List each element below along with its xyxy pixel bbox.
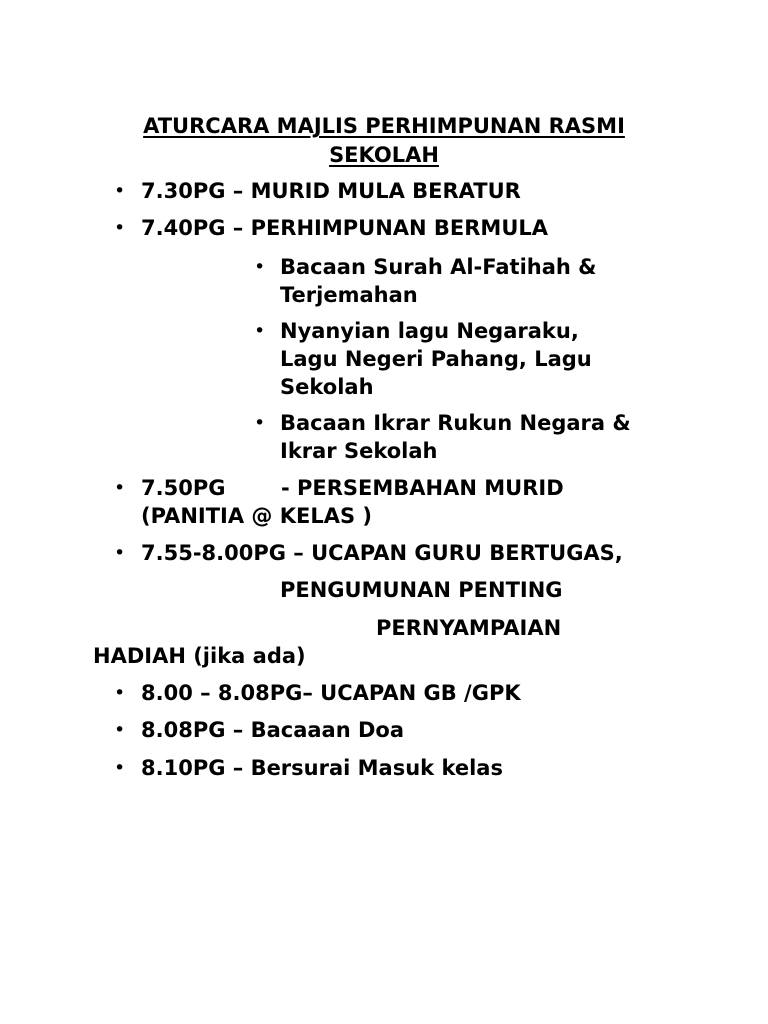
sub-item-line: Nyanyian lagu Negaraku,: [280, 319, 579, 343]
sub-item-line: Bacaan Ikrar Rukun Negara &: [280, 411, 631, 435]
schedule-item-0750-note: (PANITIA @ KELAS ): [141, 504, 372, 528]
bullet-icon: •: [114, 542, 126, 564]
bullet-icon: •: [114, 719, 126, 741]
sub-item-nyanyian: [280, 317, 592, 401]
document-title: [0, 112, 768, 170]
schedule-item-0755-hadiah: HADIAH (jika ada): [93, 644, 306, 668]
schedule-item-0750-time: 7.50PG: [141, 476, 226, 500]
schedule-item-0755-penyampaian: PERNYAMPAIAN: [376, 616, 562, 640]
schedule-item-0740: 7.40PG – PERHIMPUNAN BERMULA: [141, 216, 549, 240]
schedule-item-0730: 7.30PG – MURID MULA BERATUR: [141, 179, 521, 203]
title-line-2: SEKOLAH: [329, 143, 439, 167]
title-line-1: ATURCARA MAJLIS PERHIMPUNAN RASMI: [143, 114, 625, 138]
sub-item-al-fatihah: [280, 253, 596, 309]
sub-item-line: Lagu Negeri Pahang, Lagu: [280, 347, 592, 371]
bullet-icon: •: [114, 477, 126, 499]
bullet-icon: •: [114, 682, 126, 704]
schedule-item-0755-pengumuman: PENGUMUNAN PENTING: [280, 578, 563, 602]
sub-item-line: Bacaan Surah Al-Fatihah &: [280, 255, 597, 279]
bullet-icon: •: [114, 180, 126, 202]
sub-bullet-icon: •: [254, 320, 266, 342]
bullet-icon: •: [114, 217, 126, 239]
sub-item-line: Terjemahan: [280, 283, 418, 307]
sub-item-line: Ikrar Sekolah: [280, 439, 438, 463]
schedule-item-0810: 8.10PG – Bersurai Masuk kelas: [141, 756, 503, 780]
schedule-item-0800: 8.00 – 8.08PG– UCAPAN GB /GPK: [141, 681, 521, 705]
sub-item-ikrar: [280, 409, 631, 465]
sub-bullet-icon: •: [254, 256, 266, 278]
sub-item-line: Sekolah: [280, 375, 374, 399]
sub-bullet-icon: •: [254, 412, 266, 434]
bullet-icon: •: [114, 757, 126, 779]
schedule-item-0750-desc: - PERSEMBAHAN MURID: [281, 476, 564, 500]
schedule-item-0808: 8.08PG – Bacaaan Doa: [141, 718, 404, 742]
schedule-item-0755: 7.55-8.00PG – UCAPAN GURU BERTUGAS,: [141, 541, 623, 565]
